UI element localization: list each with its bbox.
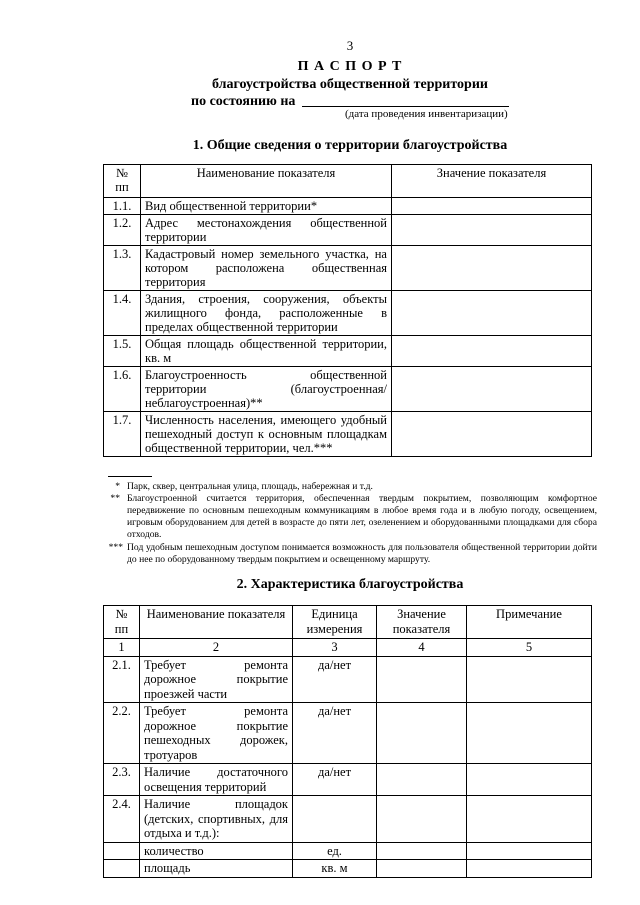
- row-number: 2.4.: [104, 796, 140, 843]
- date-prefix: по состоянию на: [191, 94, 296, 109]
- section1-title: 1. Общие сведения о территории благоустройства: [192, 138, 508, 153]
- improvement-table: [103, 605, 592, 878]
- date-hint: (дата проведения инвентаризации): [345, 108, 508, 120]
- row-name: Благоустроенность общественной территории (благоустроенная/ неблагоустроенная)**: [141, 367, 392, 412]
- row-number: 1.4.: [104, 291, 141, 336]
- table-row: [104, 796, 592, 843]
- row-name: Здания, строения, сооружения, объекты жилищного фонда, расположенные в пределах общественной территории: [141, 291, 392, 336]
- table-row: [104, 336, 592, 367]
- row-value[interactable]: [377, 860, 467, 878]
- col-header-name: Наименование показателя: [140, 606, 293, 639]
- row-name: Наличие площадок (детских, спортивных, для отдыха и т.д.):: [140, 796, 293, 843]
- row-note[interactable]: [467, 764, 592, 796]
- row-value[interactable]: [377, 764, 467, 796]
- col-header-note: Примечание: [467, 606, 592, 639]
- row-name: Вид общественной территории*: [141, 198, 392, 215]
- column-number: 3: [293, 639, 377, 657]
- document-title: П А С П О Р Т: [297, 59, 403, 74]
- row-value[interactable]: [377, 842, 467, 860]
- footnote-mark: **: [110, 493, 120, 504]
- column-number: 2: [140, 639, 293, 657]
- col-header-number: № пп: [104, 606, 140, 639]
- column-number: 5: [467, 639, 592, 657]
- row-value[interactable]: [377, 796, 467, 843]
- row-name: Общая площадь общественной территории, кв. м: [141, 336, 392, 367]
- table-header-row: [104, 606, 592, 639]
- row-note[interactable]: [467, 656, 592, 703]
- row-number: 1.2.: [104, 215, 141, 246]
- row-unit: да/нет: [293, 764, 377, 796]
- table-row: [104, 291, 592, 336]
- col-header-value: Значение показателя: [377, 606, 467, 639]
- row-value[interactable]: [392, 198, 592, 215]
- row-number: [104, 842, 140, 860]
- column-number: 4: [377, 639, 467, 657]
- row-name: Адрес местонахождения общественной территории: [141, 215, 392, 246]
- row-name: Кадастровый номер земельного участка, на котором расположена общественная территория: [141, 246, 392, 291]
- row-number: 2.2.: [104, 703, 140, 764]
- footnote-separator: [108, 476, 152, 477]
- row-note[interactable]: [467, 842, 592, 860]
- row-unit: [293, 796, 377, 843]
- table-header-row: [104, 165, 592, 198]
- row-number: [104, 860, 140, 878]
- table-row: [104, 656, 592, 703]
- row-number: 1.5.: [104, 336, 141, 367]
- row-note[interactable]: [467, 703, 592, 764]
- document-subtitle: благоустройства общественной территории: [212, 77, 488, 92]
- row-number: 1.3.: [104, 246, 141, 291]
- column-numbers-row: [104, 639, 592, 657]
- row-name: Требует ремонта дорожное покрытие пешеходных дорожек, тротуаров: [140, 703, 293, 764]
- row-unit: да/нет: [293, 703, 377, 764]
- row-value[interactable]: [377, 703, 467, 764]
- row-value[interactable]: [392, 246, 592, 291]
- footnote-text: Под удобным пешеходным доступом понимается возможность для пользователя общественной территории дойти до нее по оборудованному твердым покрытием и освещенному маршруту.: [127, 542, 597, 565]
- row-name: площадь: [140, 860, 293, 878]
- table-row: [104, 215, 592, 246]
- row-name: количество: [140, 842, 293, 860]
- row-unit: ед.: [293, 842, 377, 860]
- footnote-text: Благоустроенной считается территория, обеспеченная твердым покрытием, позволяющим комфортное передвижение по основным пешеходным коммуникациям в любое время года и в любую погоду, освещением, игровым оборудованием для детей в возрасте до пяти лет, озеленением и оборудованными площадками для сбора отходов.: [127, 493, 597, 540]
- row-unit: кв. м: [293, 860, 377, 878]
- row-number: 1.6.: [104, 367, 141, 412]
- row-value[interactable]: [392, 412, 592, 457]
- table-row: [104, 860, 592, 878]
- row-number: 1.1.: [104, 198, 141, 215]
- col-header-unit: Единица измерения: [293, 606, 377, 639]
- table-row: [104, 412, 592, 457]
- footnote-text: Парк, сквер, центральная улица, площадь, набережная и т.д.: [127, 481, 373, 492]
- row-value[interactable]: [392, 336, 592, 367]
- row-name: Наличие достаточного освещения территорий: [140, 764, 293, 796]
- row-name: Требует ремонта дорожное покрытие проезжей части: [140, 656, 293, 703]
- row-name: Численность населения, имеющего удобный пешеходный доступ к основным площадкам общественной территории, чел.***: [141, 412, 392, 457]
- date-field-line: [302, 106, 509, 107]
- table-row: [104, 198, 592, 215]
- col-header-name: Наименование показателя: [141, 165, 392, 198]
- table-row: [104, 246, 592, 291]
- row-value[interactable]: [392, 367, 592, 412]
- row-number: 2.1.: [104, 656, 140, 703]
- page-number: 3: [346, 38, 354, 53]
- table-row: [104, 842, 592, 860]
- row-note[interactable]: [467, 796, 592, 843]
- row-value[interactable]: [377, 656, 467, 703]
- row-value[interactable]: [392, 291, 592, 336]
- table-row: [104, 703, 592, 764]
- column-number: 1: [104, 639, 140, 657]
- section2-title: 2. Характеристика благоустройства: [236, 577, 464, 592]
- table-row: [104, 367, 592, 412]
- row-value[interactable]: [392, 215, 592, 246]
- footnote-mark: *: [115, 481, 120, 492]
- row-note[interactable]: [467, 860, 592, 878]
- row-number: 1.7.: [104, 412, 141, 457]
- row-number: 2.3.: [104, 764, 140, 796]
- col-header-value: Значение показателя: [392, 165, 592, 198]
- col-header-number: № пп: [104, 165, 141, 198]
- footnote-mark: ***: [108, 542, 123, 553]
- general-info-table: [103, 164, 592, 457]
- table-row: [104, 764, 592, 796]
- row-unit: да/нет: [293, 656, 377, 703]
